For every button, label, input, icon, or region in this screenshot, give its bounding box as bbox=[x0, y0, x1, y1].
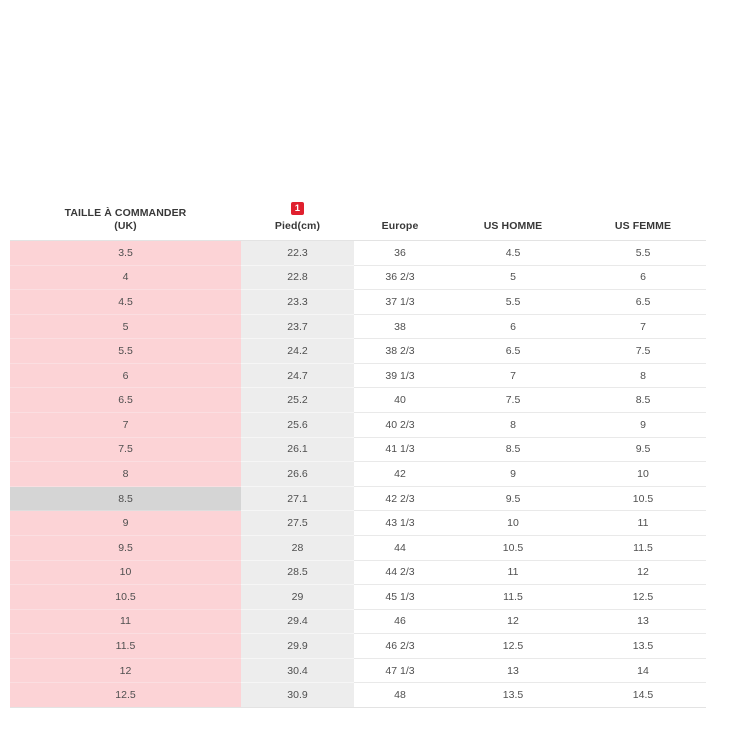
cell-us-homme-size: 11 bbox=[446, 560, 580, 585]
cell-europe-size: 46 2/3 bbox=[354, 634, 446, 659]
table-row bbox=[10, 634, 706, 659]
cell-us-homme-size: 10 bbox=[446, 511, 580, 536]
cell-us-homme-size: 12 bbox=[446, 609, 580, 634]
table-row bbox=[10, 241, 706, 266]
cell-uk-size: 5.5 bbox=[10, 339, 241, 364]
cell-pied-cm: 27.5 bbox=[241, 511, 354, 536]
cell-uk-size: 6 bbox=[10, 363, 241, 388]
table-row bbox=[10, 413, 706, 438]
cell-pied-cm: 30.4 bbox=[241, 658, 354, 683]
table-row bbox=[10, 683, 706, 708]
cell-us-homme-size: 12.5 bbox=[446, 634, 580, 659]
pied-header-label: Pied(cm) bbox=[274, 220, 321, 232]
cell-us-femme-size: 14.5 bbox=[580, 683, 706, 708]
column-header-us-homme: US HOMME bbox=[446, 190, 580, 241]
size-conversion-table bbox=[10, 190, 706, 708]
table-row bbox=[10, 560, 706, 585]
table-row bbox=[10, 609, 706, 634]
uk-header-line1: TAILLE À COMMANDER bbox=[64, 207, 187, 219]
cell-uk-size: 8.5 bbox=[10, 486, 241, 511]
cell-uk-size: 9 bbox=[10, 511, 241, 536]
cell-us-femme-size: 10 bbox=[580, 462, 706, 487]
cell-us-homme-size: 7 bbox=[446, 363, 580, 388]
cell-us-homme-size: 6.5 bbox=[446, 339, 580, 364]
table-row bbox=[10, 339, 706, 364]
cell-us-femme-size: 5.5 bbox=[580, 241, 706, 266]
table-row bbox=[10, 265, 706, 290]
cell-uk-size: 9.5 bbox=[10, 535, 241, 560]
cell-uk-size: 5 bbox=[10, 314, 241, 339]
cell-europe-size: 39 1/3 bbox=[354, 363, 446, 388]
cell-us-femme-size: 11 bbox=[580, 511, 706, 536]
cell-uk-size: 11 bbox=[10, 609, 241, 634]
cell-us-femme-size: 7 bbox=[580, 314, 706, 339]
cell-uk-size: 4.5 bbox=[10, 290, 241, 315]
cell-europe-size: 36 bbox=[354, 241, 446, 266]
cell-pied-cm: 30.9 bbox=[241, 683, 354, 708]
cell-us-femme-size: 8.5 bbox=[580, 388, 706, 413]
table-row bbox=[10, 511, 706, 536]
cell-us-homme-size: 5.5 bbox=[446, 290, 580, 315]
cell-us-homme-size: 4.5 bbox=[446, 241, 580, 266]
cell-us-homme-size: 9 bbox=[446, 462, 580, 487]
cell-uk-size: 12.5 bbox=[10, 683, 241, 708]
cell-pied-cm: 23.3 bbox=[241, 290, 354, 315]
table-row bbox=[10, 290, 706, 315]
cell-us-femme-size: 6.5 bbox=[580, 290, 706, 315]
cell-europe-size: 42 2/3 bbox=[354, 486, 446, 511]
cell-europe-size: 37 1/3 bbox=[354, 290, 446, 315]
cell-pied-cm: 28.5 bbox=[241, 560, 354, 585]
cell-uk-size: 7 bbox=[10, 413, 241, 438]
cell-europe-size: 44 2/3 bbox=[354, 560, 446, 585]
column-header-europe: Europe bbox=[354, 190, 446, 241]
cell-us-femme-size: 8 bbox=[580, 363, 706, 388]
cell-pied-cm: 22.8 bbox=[241, 265, 354, 290]
cell-pied-cm: 22.3 bbox=[241, 241, 354, 266]
cell-us-femme-size: 11.5 bbox=[580, 535, 706, 560]
cell-us-femme-size: 9 bbox=[580, 413, 706, 438]
cell-uk-size: 11.5 bbox=[10, 634, 241, 659]
table-row bbox=[10, 462, 706, 487]
cell-pied-cm: 27.1 bbox=[241, 486, 354, 511]
cell-pied-cm: 26.1 bbox=[241, 437, 354, 462]
cell-europe-size: 45 1/3 bbox=[354, 585, 446, 610]
cell-us-homme-size: 8 bbox=[446, 413, 580, 438]
cell-us-femme-size: 13.5 bbox=[580, 634, 706, 659]
cell-us-femme-size: 13 bbox=[580, 609, 706, 634]
cell-us-homme-size: 11.5 bbox=[446, 585, 580, 610]
cell-us-femme-size: 6 bbox=[580, 265, 706, 290]
cell-uk-size: 6.5 bbox=[10, 388, 241, 413]
cell-europe-size: 43 1/3 bbox=[354, 511, 446, 536]
cell-europe-size: 40 2/3 bbox=[354, 413, 446, 438]
table-row bbox=[10, 437, 706, 462]
cell-uk-size: 10.5 bbox=[10, 585, 241, 610]
cell-uk-size: 8 bbox=[10, 462, 241, 487]
cell-pied-cm: 29.4 bbox=[241, 609, 354, 634]
cell-europe-size: 36 2/3 bbox=[354, 265, 446, 290]
cell-europe-size: 38 2/3 bbox=[354, 339, 446, 364]
cell-us-femme-size: 12.5 bbox=[580, 585, 706, 610]
measure-point-1-badge: 1 bbox=[291, 202, 304, 215]
cell-europe-size: 48 bbox=[354, 683, 446, 708]
column-header-uk bbox=[10, 190, 241, 241]
cell-europe-size: 38 bbox=[354, 314, 446, 339]
cell-us-femme-size: 10.5 bbox=[580, 486, 706, 511]
table-header bbox=[10, 190, 706, 241]
cell-europe-size: 41 1/3 bbox=[354, 437, 446, 462]
cell-pied-cm: 23.7 bbox=[241, 314, 354, 339]
cell-europe-size: 40 bbox=[354, 388, 446, 413]
cell-us-homme-size: 5 bbox=[446, 265, 580, 290]
cell-us-femme-size: 14 bbox=[580, 658, 706, 683]
uk-header-line2: (UK) bbox=[114, 220, 137, 232]
cell-europe-size: 44 bbox=[354, 535, 446, 560]
cell-pied-cm: 29 bbox=[241, 585, 354, 610]
cell-uk-size: 10 bbox=[10, 560, 241, 585]
cell-us-femme-size: 12 bbox=[580, 560, 706, 585]
table-row bbox=[10, 388, 706, 413]
cell-europe-size: 47 1/3 bbox=[354, 658, 446, 683]
column-header-pied bbox=[241, 190, 354, 241]
cell-pied-cm: 25.6 bbox=[241, 413, 354, 438]
cell-uk-size: 3.5 bbox=[10, 241, 241, 266]
table-row bbox=[10, 314, 706, 339]
cell-us-homme-size: 13.5 bbox=[446, 683, 580, 708]
table-body bbox=[10, 241, 706, 708]
cell-us-homme-size: 13 bbox=[446, 658, 580, 683]
cell-europe-size: 42 bbox=[354, 462, 446, 487]
cell-us-homme-size: 9.5 bbox=[446, 486, 580, 511]
cell-pied-cm: 24.7 bbox=[241, 363, 354, 388]
cell-pied-cm: 29.9 bbox=[241, 634, 354, 659]
table-row bbox=[10, 486, 706, 511]
cell-us-homme-size: 7.5 bbox=[446, 388, 580, 413]
cell-uk-size: 7.5 bbox=[10, 437, 241, 462]
table-row bbox=[10, 658, 706, 683]
cell-us-femme-size: 9.5 bbox=[580, 437, 706, 462]
cell-uk-size: 4 bbox=[10, 265, 241, 290]
cell-us-homme-size: 10.5 bbox=[446, 535, 580, 560]
column-header-us-femme: US FEMME bbox=[580, 190, 706, 241]
cell-pied-cm: 26.6 bbox=[241, 462, 354, 487]
cell-pied-cm: 28 bbox=[241, 535, 354, 560]
cell-us-femme-size: 7.5 bbox=[580, 339, 706, 364]
table-row bbox=[10, 363, 706, 388]
cell-us-homme-size: 6 bbox=[446, 314, 580, 339]
cell-europe-size: 46 bbox=[354, 609, 446, 634]
table-row bbox=[10, 535, 706, 560]
table-row bbox=[10, 585, 706, 610]
cell-pied-cm: 24.2 bbox=[241, 339, 354, 364]
cell-uk-size: 12 bbox=[10, 658, 241, 683]
cell-us-homme-size: 8.5 bbox=[446, 437, 580, 462]
cell-pied-cm: 25.2 bbox=[241, 388, 354, 413]
